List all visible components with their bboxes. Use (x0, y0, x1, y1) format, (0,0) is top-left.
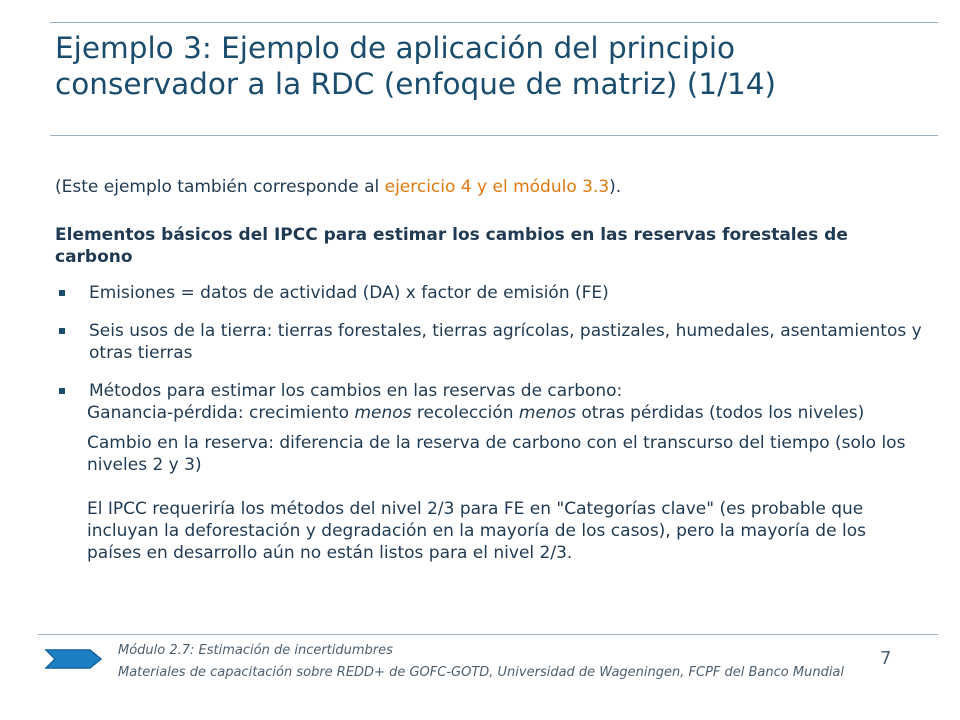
title-divider (50, 135, 938, 136)
reference-note-prefix: (Este ejemplo también corresponde al (55, 177, 385, 197)
footer-divider (38, 634, 938, 635)
top-divider (50, 22, 938, 23)
emphasis-menos: menos (518, 403, 576, 423)
page-number: 7 (880, 648, 892, 669)
footer-module-label: Módulo 2.7: Estimación de incertidumbres (118, 643, 393, 658)
slide-title: Ejemplo 3: Ejemplo de aplicación del principio conservador a la RDC (enfoque de matriz) (1/14) (55, 31, 777, 101)
reference-note-suffix: ). (609, 177, 622, 197)
method-gain-loss (55, 402, 925, 424)
bullet-item: Métodos para estimar los cambios en las reservas de carbono: (55, 380, 925, 402)
method-gain-loss-text: Ganancia-pérdida: crecimiento (87, 403, 355, 423)
emphasis-menos: menos (354, 403, 412, 423)
footer-credits: Materiales de capacitación sobre REDD+ de GOFC-GOTD, Universidad de Wageningen, FCPF del Banco Mundial (118, 665, 845, 680)
reference-note (55, 176, 925, 198)
ipcc-requirement-note: El IPCC requeriría los métodos del nivel 2/3 para FE en "Categorías clave" (es probable que incluyan la deforestación y degradación en la mayoría de los casos), pero la mayoría de los países en desarrollo aún no están listos para el nivel 2/3. (87, 499, 866, 563)
section-heading: Elementos básicos del IPCC para estimar los cambios en las reservas forestales de carbono (55, 225, 848, 267)
method-gain-loss-text: recolección (411, 403, 519, 423)
method-gain-loss-text: otras pérdidas (todos los niveles) (575, 403, 865, 423)
chevron-arrow-icon (44, 648, 104, 670)
bullet-item: Seis usos de la tierra: tierras forestales, tierras agrícolas, pastizales, humedales, asentamientos y otras tierras (55, 320, 925, 364)
reference-note-link: ejercicio 4 y el módulo 3.3 (384, 177, 610, 197)
method-stock-change: Cambio en la reserva: diferencia de la reserva de carbono con el transcurso del tiempo (solo los niveles 2 y 3) (87, 433, 906, 475)
bullet-item: Emisiones = datos de actividad (DA) x factor de emisión (FE) (55, 282, 925, 304)
slide-body (55, 176, 925, 564)
